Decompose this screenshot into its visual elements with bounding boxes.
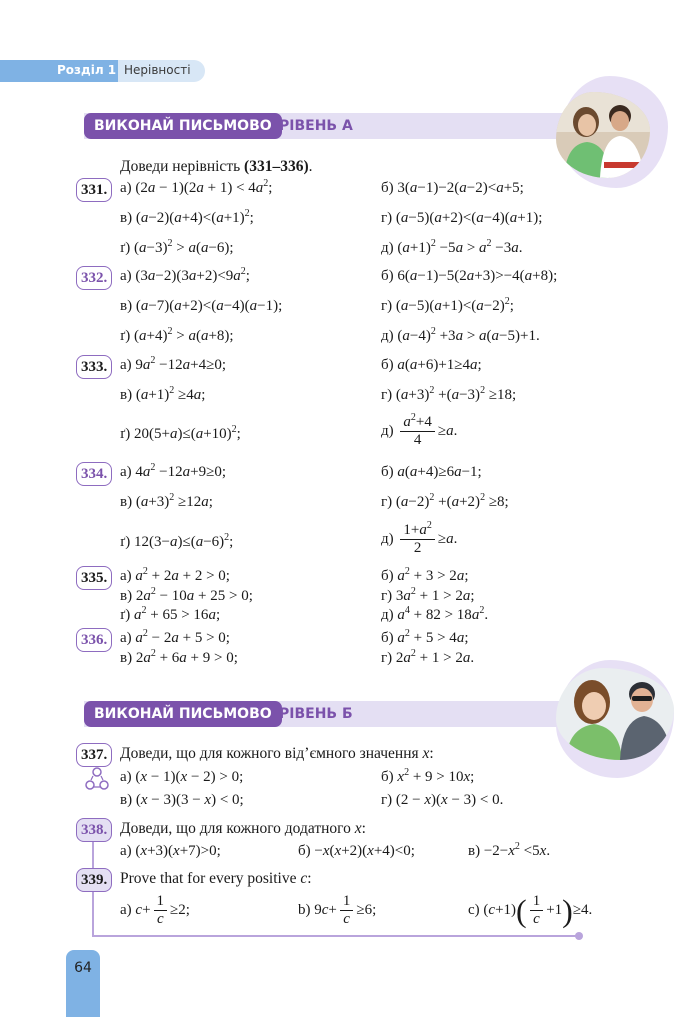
problem-332a: а) $(3a-2)(3a+2)<9a^2$; xyxy=(120,266,250,284)
problem-339a: a) c+ $\frac{1}{c}$ ≥2; xyxy=(120,893,190,927)
problem-331c: в) $(a-2)(a+4)<(a+1)^2$; xyxy=(120,208,254,226)
problem-number-339: 339. xyxy=(76,868,112,892)
problem-337a: а) (x − 1)(x − 2) > 0; xyxy=(120,769,244,785)
banner-b-level: РІВЕНЬ Б xyxy=(279,706,353,722)
problem-333d: г) $(a+3)^2 +(a-3)^2 \ge 18$; xyxy=(381,385,517,403)
challenge-bracket-dot xyxy=(575,932,583,940)
intro-prompt: Доведи нерівність xyxy=(120,158,245,175)
students-photo-a xyxy=(556,92,650,178)
problem-335a: а) $a^2 + 2a + 2 > 0$; xyxy=(120,566,230,584)
group-work-icon xyxy=(84,766,110,796)
problem-331b: б) 3(a−1)−2(a−2)<a+5; xyxy=(381,180,524,196)
problem-334d: г) $(a-2)^2 +(a+2)^2 \ge 8$; xyxy=(381,492,509,510)
challenge-bracket-horizontal xyxy=(92,935,578,937)
problem-332e: ґ) $(a+4)^2 > a(a+8)$; xyxy=(120,326,234,344)
problem-333c: в) $(a+1)^2 \ge 4a$; xyxy=(120,385,206,403)
problem-338-prompt-text: Доведи, що для кожного додатного xyxy=(120,820,355,837)
problem-335f: д) $a^4 + 82 > 18a^2$. xyxy=(381,605,489,623)
intro-range: (331–336) xyxy=(244,158,309,175)
problem-335e: ґ) $a^2 + 65 > 16a$; xyxy=(120,605,221,623)
problem-333b: б) a(a+6)+1≥4a; xyxy=(381,357,482,373)
problem-334e: ґ) $12(3-a)\le(a-6)^2$; xyxy=(120,532,234,550)
banner-a-badge: ВИКОНАЙ ПИСЬМОВО xyxy=(84,113,282,139)
problem-332c: в) (a−7)(a+2)<(a−4)(a−1); xyxy=(120,298,283,314)
problem-335d: г) $3a^2 + 1 > 2a$; xyxy=(381,586,475,604)
problem-337c: в) (x − 3)(3 − x) < 0; xyxy=(120,792,244,808)
problem-number-332: 332. xyxy=(76,266,112,290)
problem-337d: г) (2 − x)(x − 3) < 0. xyxy=(381,792,504,808)
problem-332f: д) $(a-4)^2 +3a > a(a-5)+1$. xyxy=(381,326,540,344)
page-number: 64 xyxy=(74,960,92,976)
problem-334b: б) a(a+4)≥6a−1; xyxy=(381,464,482,480)
problem-335b: б) $a^2 + 3 > 2a$; xyxy=(381,566,469,584)
problem-338a: а) (x+3)(x+7)>0; xyxy=(120,843,221,859)
problem-336a: а) $a^2 - 2a + 5 > 0$; xyxy=(120,628,230,646)
problem-331d: г) (a−5)(a+2)<(a−4)(a+1); xyxy=(381,210,543,226)
problem-338-prompt: Доведи, що для кожного додатного x: xyxy=(120,820,366,837)
problem-number-334: 334. xyxy=(76,462,112,486)
banner-b-badge: ВИКОНАЙ ПИСЬМОВО xyxy=(84,701,282,727)
problem-333a: а) $9a^2 -12a+4\ge 0$; xyxy=(120,355,226,373)
problem-338b: б) −x(x+2)(x+4)<0; xyxy=(298,843,415,859)
problem-331e: ґ) $(a-3)^2 > a(a-6)$; xyxy=(120,238,234,256)
problem-number-331: 331. xyxy=(76,178,112,202)
problem-335c: в) $2a^2 - 10a + 25 > 0$; xyxy=(120,586,253,604)
problem-number-336: 336. xyxy=(76,628,112,652)
students-photo-b xyxy=(556,668,674,760)
problem-332b: б) 6(a−1)−5(2a+3)>−4(a+8); xyxy=(381,268,558,284)
problem-336b: б) $a^2 + 5 > 4a$; xyxy=(381,628,469,646)
problem-336c: в) $2a^2 + 6a + 9 > 0$; xyxy=(120,648,238,666)
problem-number-335: 335. xyxy=(76,566,112,590)
problem-339-prompt-text: Prove that for every positive xyxy=(120,870,301,887)
intro-text xyxy=(120,158,312,176)
problem-331a: а) $(2a - 1)(2a + 1) < 4a^2$; xyxy=(120,178,273,196)
banner-a-level: РІВЕНЬ А xyxy=(279,118,353,134)
problem-332d: г) $(a-5)(a+1)<(a-2)^2$; xyxy=(381,296,514,314)
problem-number-333: 333. xyxy=(76,355,112,379)
problem-337-prompt-text: Доведи, що для кожного від’ємного значення xyxy=(120,745,423,762)
problem-334f: д) $\frac{1+a^2}{2}$ ≥a. xyxy=(381,520,458,556)
problem-339-prompt: Prove that for every positive c: xyxy=(120,870,312,887)
problem-number-337: 337. xyxy=(76,743,112,767)
problem-333e: ґ) $20(5+a)\le(a+10)^2$; xyxy=(120,424,241,442)
intro-end: . xyxy=(308,158,313,175)
problem-334c: в) $(a+3)^2 \ge 12a$; xyxy=(120,492,213,510)
problem-337-prompt: Доведи, що для кожного від’ємного значення x: xyxy=(120,745,434,762)
chapter-title: Нерівності xyxy=(124,63,191,77)
problem-334a: а) $4a^2 -12a+9\ge 0$; xyxy=(120,462,226,480)
problem-333f: д) $\frac{a^2+4}{4}$ ≥a. xyxy=(381,412,458,448)
problem-331f: д) $(a+1)^2 -5a > a^2 -3a$. xyxy=(381,238,523,256)
problem-number-338: 338. xyxy=(76,818,112,842)
problem-336d: г) $2a^2 + 1 > 2a$. xyxy=(381,648,475,666)
problem-339c: c) (c+1)( $\frac{1}{c}$ +1)≥4. xyxy=(468,892,593,929)
problem-337b: б) $x^2 + 9 > 10x$; xyxy=(381,767,475,785)
problem-338c: $в) -2-x^2 <5x$. xyxy=(468,841,551,859)
section-label: Розділ 1 xyxy=(57,63,117,77)
problem-339b: b) 9c+ $\frac{1}{c}$ ≥6; xyxy=(298,893,377,927)
